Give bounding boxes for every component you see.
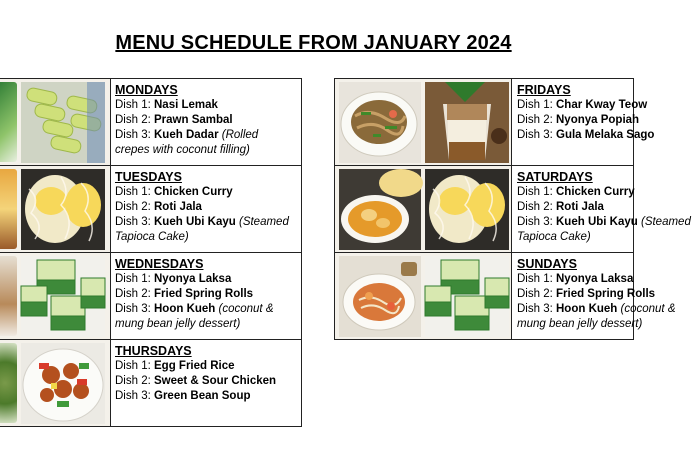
dish-line-1: Dish 1: Char Kway Teow bbox=[517, 99, 648, 111]
day-heading: TUESDAYS bbox=[115, 170, 182, 184]
dish-line-3: Dish 3: Green Bean Soup bbox=[115, 390, 251, 402]
food-photos bbox=[335, 253, 512, 339]
day-heading: WEDNESDAYS bbox=[115, 257, 204, 271]
gula-melaka-sago-photo bbox=[425, 82, 509, 162]
dish-line-2: Dish 2: Fried Spring Rolls bbox=[517, 288, 656, 300]
sweet-sour-chicken-photo bbox=[21, 343, 105, 423]
dish-line-3: Dish 3: Gula Melaka Sago bbox=[517, 129, 655, 141]
food-photos bbox=[335, 79, 512, 165]
fried-rice-photo bbox=[0, 343, 17, 423]
menu-row-monday bbox=[0, 79, 302, 166]
menu-text-saturday bbox=[517, 169, 691, 245]
menu-text-tuesday bbox=[115, 169, 299, 245]
menu-row-wednesday bbox=[0, 253, 302, 340]
dish-line-3: Dish 3: Kueh Ubi Kayu (Steamed Tapioca Cake) bbox=[115, 216, 289, 243]
dish-line-1: Dish 1: Nasi Lemak bbox=[115, 99, 218, 111]
menu-table-right bbox=[334, 78, 691, 340]
day-heading: SATURDAYS bbox=[517, 170, 593, 184]
chicken-curry-photo bbox=[339, 169, 421, 249]
menu-text-thursday bbox=[115, 343, 299, 404]
menu-text-wednesday bbox=[115, 256, 299, 332]
day-heading: THURSDAYS bbox=[115, 344, 192, 358]
nyonya-laksa-image bbox=[339, 256, 421, 337]
dish-line-1: Dish 1: Chicken Curry bbox=[517, 186, 635, 198]
hoon-kueh-photo bbox=[425, 256, 509, 336]
dish-line-2: Dish 2: Sweet & Sour Chicken bbox=[115, 375, 277, 387]
menu-row-saturday bbox=[334, 166, 691, 253]
roti-jala-photo bbox=[21, 169, 105, 249]
menu-row-sunday bbox=[334, 253, 676, 340]
day-heading: SUNDAYS bbox=[517, 257, 577, 271]
char-kway-teow-photo bbox=[339, 82, 421, 162]
menu-row-friday bbox=[334, 79, 655, 166]
dish-line-3: Dish 3: Hoon Kueh (coconut & mung bean jelly dessert) bbox=[517, 303, 676, 330]
roti-jala-photo bbox=[425, 169, 509, 249]
dish-line-2: Dish 2: Roti Jala bbox=[517, 201, 604, 213]
dish-line-1: Dish 1: Nyonya Laksa bbox=[115, 273, 232, 285]
dish-line-1: Dish 1: Nyonya Laksa bbox=[517, 273, 634, 285]
menu-text-friday bbox=[517, 82, 673, 143]
day-heading: FRIDAYS bbox=[517, 83, 571, 97]
dish-line-3: Dish 3: Hoon Kueh (coconut & mung bean jelly dessert) bbox=[115, 303, 274, 330]
food-photos bbox=[0, 253, 111, 339]
menu-table-left bbox=[0, 78, 302, 427]
dish-line-2: Dish 2: Roti Jala bbox=[115, 201, 202, 213]
kueh-dadar-photo bbox=[21, 82, 105, 162]
menu-text-monday bbox=[115, 82, 299, 158]
food-photos bbox=[0, 166, 111, 252]
dish-line-1: Dish 1: Chicken Curry bbox=[115, 186, 233, 198]
menu-row-tuesday bbox=[0, 166, 302, 253]
sweet-sour-chicken-image bbox=[21, 343, 105, 424]
hoon-kueh-image bbox=[425, 256, 509, 337]
hoon-kueh-image bbox=[21, 256, 105, 337]
dish-line-3: Dish 3: Kueh Ubi Kayu (Steamed Tapioca Cake) bbox=[517, 216, 691, 243]
nyonya-laksa-photo bbox=[339, 256, 421, 336]
chicken-curry-photo bbox=[0, 169, 17, 249]
chicken-curry-image bbox=[339, 169, 421, 250]
dish-line-2: Dish 2: Prawn Sambal bbox=[115, 114, 233, 126]
dish-line-2: Dish 2: Fried Spring Rolls bbox=[115, 288, 254, 300]
menu-row-thursday bbox=[0, 340, 302, 427]
page-title: MENU SCHEDULE FROM JANUARY 2024 bbox=[115, 32, 512, 54]
dish-line-3: Dish 3: Kueh Dadar (Rolled crepes with coconut filling) bbox=[115, 129, 259, 156]
menu-text-sunday bbox=[517, 256, 676, 332]
laksa-photo bbox=[0, 256, 17, 336]
roti-jala-image bbox=[21, 169, 105, 250]
dish-line-1: Dish 1: Egg Fried Rice bbox=[115, 360, 235, 372]
food-photos bbox=[335, 166, 512, 252]
roti-jala-image bbox=[425, 169, 509, 250]
nasi-lemak-photo bbox=[0, 82, 17, 162]
kueh-dadar-image bbox=[21, 82, 105, 163]
gula-melaka-sago-image bbox=[425, 82, 509, 163]
food-photos bbox=[0, 79, 111, 165]
hoon-kueh-photo bbox=[21, 256, 105, 336]
char-kway-teow-image bbox=[339, 82, 421, 163]
food-photos bbox=[0, 340, 111, 426]
day-heading: MONDAYS bbox=[115, 83, 178, 97]
dish-line-2: Dish 2: Nyonya Popiah bbox=[517, 114, 640, 126]
